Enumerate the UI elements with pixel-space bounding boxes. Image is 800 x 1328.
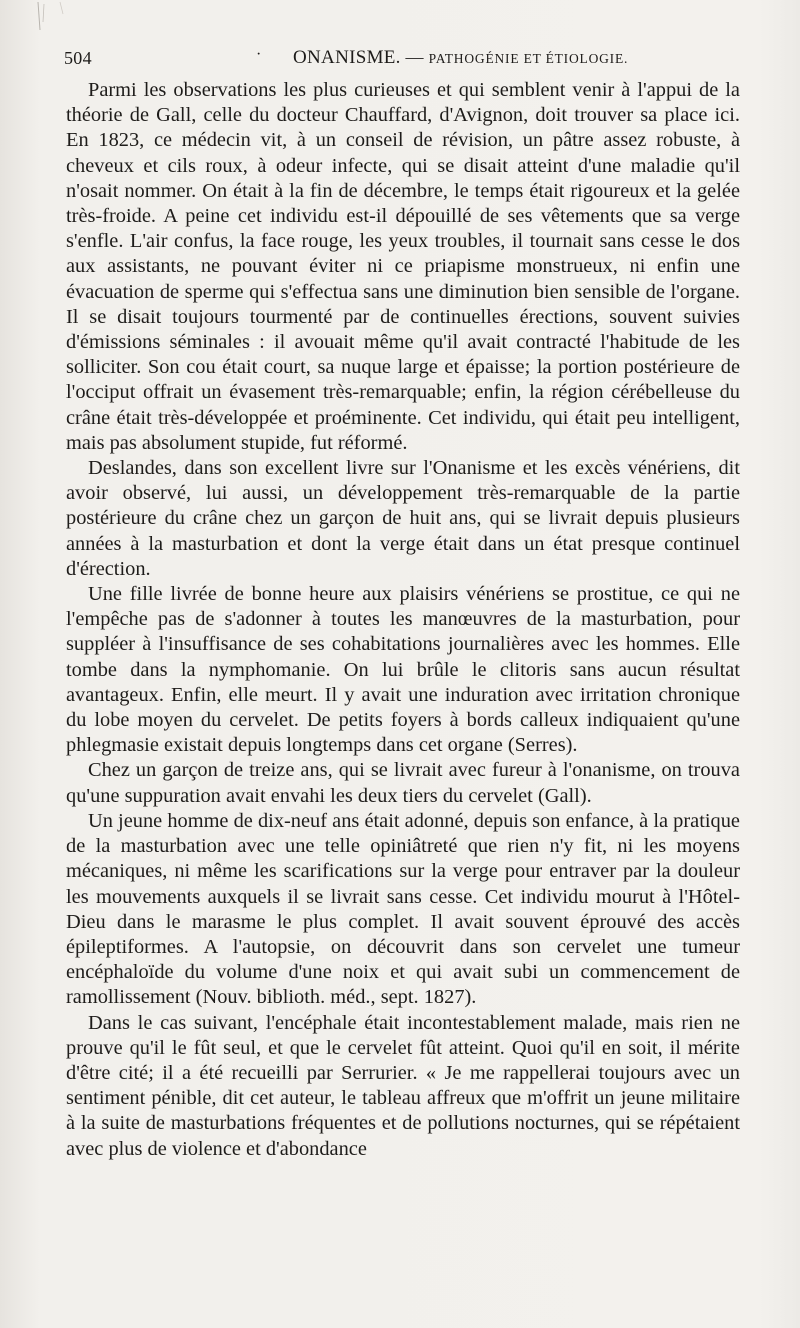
paragraph-hotel-dieu-case: Un jeune homme de dix-neuf ans était adonné, depuis son enfance, à la pratique de la masturbation avec une telle opiniâtreté que rien n'y fit, ni les moyens mécaniques, ni même les scarifications sur la verge pour entraver par la douleur les mouvements auxquels il se livrait sans cesse. Cet individu mourut à l'Hôtel-Dieu dans le marasme le plus complet. Il avait souvent éprouvé des accès épileptiformes. A l'autopsie, on découvrit dans son cervelet une tumeur encéphaloïde du volume d'une noix et qui avait subi un commencement de ramollissement (Nouv. biblioth. méd., sept. 1827). — [66, 809, 740, 1009]
page-number: 504 — [64, 48, 92, 68]
paragraph-chauffard-case: Parmi les observations les plus curieuses et qui semblent venir à l'appui de la théorie de Gall, celle du docteur Chauffard, d'Avignon, doit trouver sa place ici. En 1823, ce médecin vit, à un conseil de révision, un pâtre assez robuste, à cheveux et cils roux, à odeur infecte, qui se disait atteint d'une maladie qu'il n'osait nommer. On était à la fin de décembre, le temps était rigoureux et la gelée très-froide. A peine cet individu est-il dépouillé de ses vêtements que sa verge s'enfle. L'air confus, la face rouge, les yeux troubles, il tournait sans cesse le dos aux assistants, ne pouvant éviter ni ce priapisme monstrueux, ni enfin une évacuation de sperme qui s'effectua sans une diminution bien sensible de l'organe. Il se disait toujours tourmenté par de continuelles érections, souvent suivies d'émissions séminales : il avouait même qu'il avait contracté l'habitude de les solliciter. Son cou était court, sa nuque large et épaisse; la portion postérieure de l'occiput offrait un évasement très-remarquable; enfin, la région cérébelleuse du crâne était très-développée et proéminente. Cet individu, qui était peu intelligent, mais pas absolument stupide, fut réformé. — [66, 79, 740, 454]
header-separator: · — [256, 46, 262, 63]
running-title — [293, 47, 628, 69]
running-title-dash: — — [400, 47, 429, 67]
paragraph-serrurier-case: Dans le cas suivant, l'encéphale était incontestablement malade, mais rien ne prouve qu'il le fût seul, et que le cervelet fût atteint. Quoi qu'il en soit, il mérite d'être cité; il a été recueilli par Serrurier. « Je me rappellerai toujours avec un sentiment pénible, dit cet auteur, le tableau affreux que m'offrit un jeune militaire à la suite de masturbations fréquentes et de pollutions nocturnes, qui se répétaient avec plus de violence et d'abondance — [66, 1011, 740, 1160]
paragraph-serres-case: Une fille livrée de bonne heure aux plaisirs vénériens se prostitue, ce qui ne l'empêche pas de s'adonner à toutes les manœuvres de la masturbation, pour suppléer à l'insuffisance de ses cohabitations journalières avec les hommes. Elle tombe dans la nymphomanie. On lui brûle le clitoris sans aucun résultat avantageux. Enfin, elle meurt. Il y avait une induration avec irritation chronique du lobe moyen du cervelet. De petits foyers à bords calleux indiquaient qu'une phlegmasie existait depuis longtemps dans cet organe (Serres). — [66, 583, 740, 757]
running-title-sub: PATHOGÉNIE ET ÉTIOLOGIE. — [428, 51, 629, 66]
running-header — [64, 44, 740, 72]
running-title-main: ONANISME. — [293, 47, 401, 68]
body-text — [66, 78, 740, 1162]
paragraph-gall-case: Chez un garçon de treize ans, qui se livrait avec fureur à l'onanisme, on trouva qu'une suppuration avait envahi les deux tiers du cervelet (Gall). — [66, 759, 740, 807]
paragraph-deslandes: Deslandes, dans son excellent livre sur l'Onanisme et les excès vénériens, dit avoir observé, lui aussi, un développement très-remarquable de la partie postérieure du crâne chez un garçon de huit ans, qui se livrait depuis plusieurs années à la masturbation et dont la verge était dans un état presque continuel d'érection. — [66, 457, 740, 580]
